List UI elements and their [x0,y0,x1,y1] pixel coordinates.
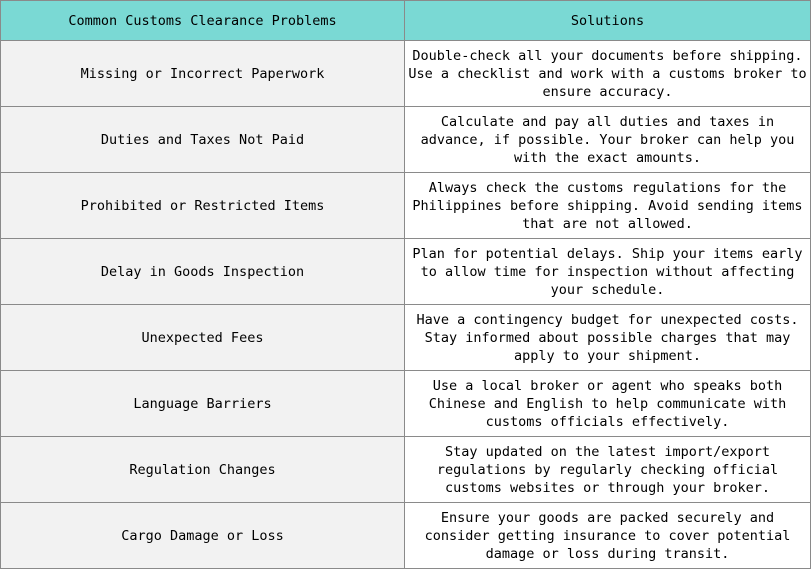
problem-cell: Prohibited or Restricted Items [1,173,405,239]
column-header-solutions: Solutions [405,1,811,41]
solution-cell: Calculate and pay all duties and taxes in advance, if possible. Your broker can help you with the exact amounts. [405,107,811,173]
solution-cell: Use a local broker or agent who speaks both Chinese and English to help communicate with customs officials effectively. [405,371,811,437]
solution-cell: Have a contingency budget for unexpected costs. Stay informed about possible charges that may apply to your shipment. [405,305,811,371]
problem-cell: Regulation Changes [1,437,405,503]
table-row [1,239,811,305]
table-row [1,503,811,569]
table-row [1,371,811,437]
problem-cell: Cargo Damage or Loss [1,503,405,569]
problem-cell: Missing or Incorrect Paperwork [1,41,405,107]
solution-cell: Ensure your goods are packed securely and consider getting insurance to cover potential damage or loss during transit. [405,503,811,569]
table-row [1,107,811,173]
column-header-problems: Common Customs Clearance Problems [1,1,405,41]
table-row [1,305,811,371]
table-row [1,173,811,239]
solution-cell: Plan for potential delays. Ship your items early to allow time for inspection without affecting your schedule. [405,239,811,305]
problem-cell: Delay in Goods Inspection [1,239,405,305]
problem-cell: Duties and Taxes Not Paid [1,107,405,173]
solution-cell: Stay updated on the latest import/export regulations by regularly checking official customs websites or through your broker. [405,437,811,503]
problem-cell: Language Barriers [1,371,405,437]
table-row [1,41,811,107]
table-row [1,437,811,503]
solution-cell: Double-check all your documents before shipping. Use a checklist and work with a customs broker to ensure accuracy. [405,41,811,107]
solution-cell: Always check the customs regulations for the Philippines before shipping. Avoid sending items that are not allowed. [405,173,811,239]
table-header-row [1,1,811,41]
problem-cell: Unexpected Fees [1,305,405,371]
